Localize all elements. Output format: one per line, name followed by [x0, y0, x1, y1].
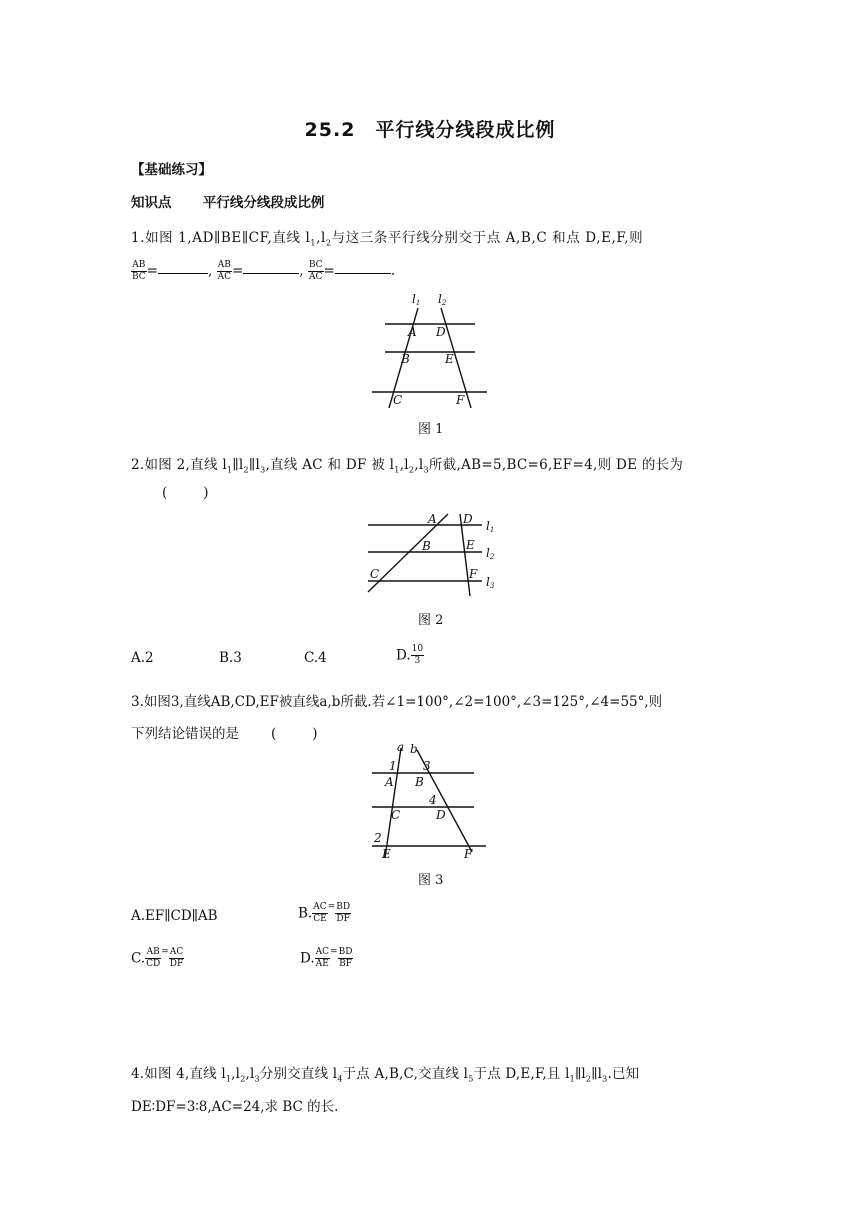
q1-eq-1: =: [146, 263, 158, 279]
q1-frac-1: $\frac{AB}{BC}$: [132, 260, 146, 282]
q2-option-c[interactable]: C.4: [304, 650, 327, 666]
figure-2: [362, 512, 502, 596]
fig2-label-l3: l3: [486, 575, 495, 590]
knowledge-topic: 平行线分线段成比例: [202, 195, 325, 211]
figure-3-caption: 图 3: [418, 873, 444, 888]
q2-text: 2.如图 2,直线 $l_1\parallel l_2\parallel l_3$,直线 AC 和 DF 被 $l_1,l_2,l_3$所截,AB=5,BC=6,EF=4,则 DE 的长为: [131, 457, 684, 475]
knowledge-point: [131, 191, 324, 211]
fig3-label-e: E: [382, 847, 391, 861]
figure-2-caption: 图 2: [418, 613, 444, 628]
q2-option-b[interactable]: B.3: [219, 650, 242, 666]
fig1-label-l1: l1: [412, 292, 421, 307]
fig1-label-c: C: [393, 393, 403, 407]
q2-option-a[interactable]: A.2: [131, 650, 154, 666]
fig3-angle-3: 3: [423, 759, 431, 773]
knowledge-label: 知识点: [131, 195, 172, 211]
q2-option-d[interactable]: D. $\frac{10}{3}$: [396, 644, 424, 666]
q3-answer-paren-open[interactable]: (: [271, 726, 277, 742]
q1-sub1: 1: [310, 238, 317, 248]
fig3-angle-2: 2: [374, 831, 382, 845]
fig2-label-e: E: [466, 538, 475, 552]
figure-1-caption: 图 1: [418, 422, 444, 437]
fig2-label-f: F: [469, 567, 478, 581]
fig3-angle-1: 1: [389, 759, 397, 773]
fig3-label-b-line: b: [410, 742, 418, 756]
q3-option-a[interactable]: A.EF∥CD∥AB: [131, 908, 218, 924]
q3-line1: 3.如图3,直线AB,CD,EF被直线a,b所截.若∠1=100°,∠2=100°,∠3=125°,∠4=55°,则: [131, 694, 663, 710]
q4-line1: 4.如图 4,直线 $l_1,l_2,l_3$分别交直线 $l_4$于点 A,B,C,交直线 $l_5$于点 D,E,F,且 $l_1\parallel l_2\parallel l_3$.已知: [131, 1066, 640, 1084]
q3-line2: 下列结论错误的是 ( ): [131, 726, 318, 742]
q4-line2: DE∶DF=3∶8,AC=24,求 BC 的长.: [131, 1099, 339, 1115]
q1-text-b: ,l: [316, 230, 326, 246]
q1-text: [131, 226, 643, 248]
fig2-label-l1: l1: [486, 519, 495, 534]
fig2-label-d: D: [463, 512, 473, 526]
fig2-label-a: A: [428, 512, 437, 526]
fig3-label-d: D: [436, 808, 446, 822]
q1-text-c: 与这三条平行线分别交于点 A,B,C 和点 D,E,F,则: [331, 230, 644, 246]
fig1-label-e: E: [445, 352, 454, 366]
figure-3: [366, 740, 492, 862]
fig2-line-df: [460, 514, 470, 596]
q1-eq-2: =: [231, 263, 244, 279]
fig2-label-c: C: [370, 567, 380, 581]
fig3-angle-4: 4: [429, 793, 437, 807]
q1-blank-1[interactable]: [158, 273, 208, 274]
fig3-label-c: C: [391, 808, 401, 822]
q1-blank-3[interactable]: [335, 273, 391, 274]
q2-answer-paren[interactable]: ( ): [162, 485, 209, 501]
figure-1: [368, 288, 498, 410]
fig2-label-b: B: [422, 539, 431, 553]
fig1-label-b: B: [401, 352, 410, 366]
q1-sub2: 2: [325, 238, 332, 248]
section-basic: 【基础练习】: [131, 162, 212, 178]
fig3-label-a-line: a: [397, 740, 405, 754]
fig1-label-d: D: [436, 325, 446, 339]
q3-option-d[interactable]: D. $\frac{AC}{AE}$ = $\frac{BD}{BF}$: [300, 947, 353, 969]
q1-blank-2[interactable]: [243, 273, 299, 274]
fig1-label-l2: l2: [438, 292, 447, 307]
q1-frac-3: $\frac{BC}{AC}$: [308, 260, 323, 282]
q1-eq-3: =: [323, 263, 335, 279]
q1-text-a: 1.如图 1,AD∥BE∥CF,直线 l: [131, 230, 311, 246]
fig3-label-f: F: [464, 847, 473, 861]
fig3-label-b: B: [415, 775, 424, 789]
fig1-label-f: F: [456, 393, 465, 407]
page-title: 25.2 平行线分线段成比例: [304, 119, 556, 141]
q1-frac-2: $\frac{AB}{AC}$: [217, 260, 231, 282]
q3-option-b[interactable]: B. $\frac{AC}{CE}$ = $\frac{BD}{DF}$: [298, 902, 351, 924]
q1-blanks: $\frac{AB}{BC}$ = , $\frac{AB}{AC}$ = , $\frac{BC}{AC}$ = .: [132, 260, 396, 282]
fig2-label-l2: l2: [486, 546, 495, 561]
q3-option-c[interactable]: C. $\frac{AB}{CD}$ = $\frac{AC}{DF}$: [131, 947, 184, 969]
fig3-label-a: A: [385, 775, 394, 789]
fig1-label-a: A: [408, 325, 417, 339]
